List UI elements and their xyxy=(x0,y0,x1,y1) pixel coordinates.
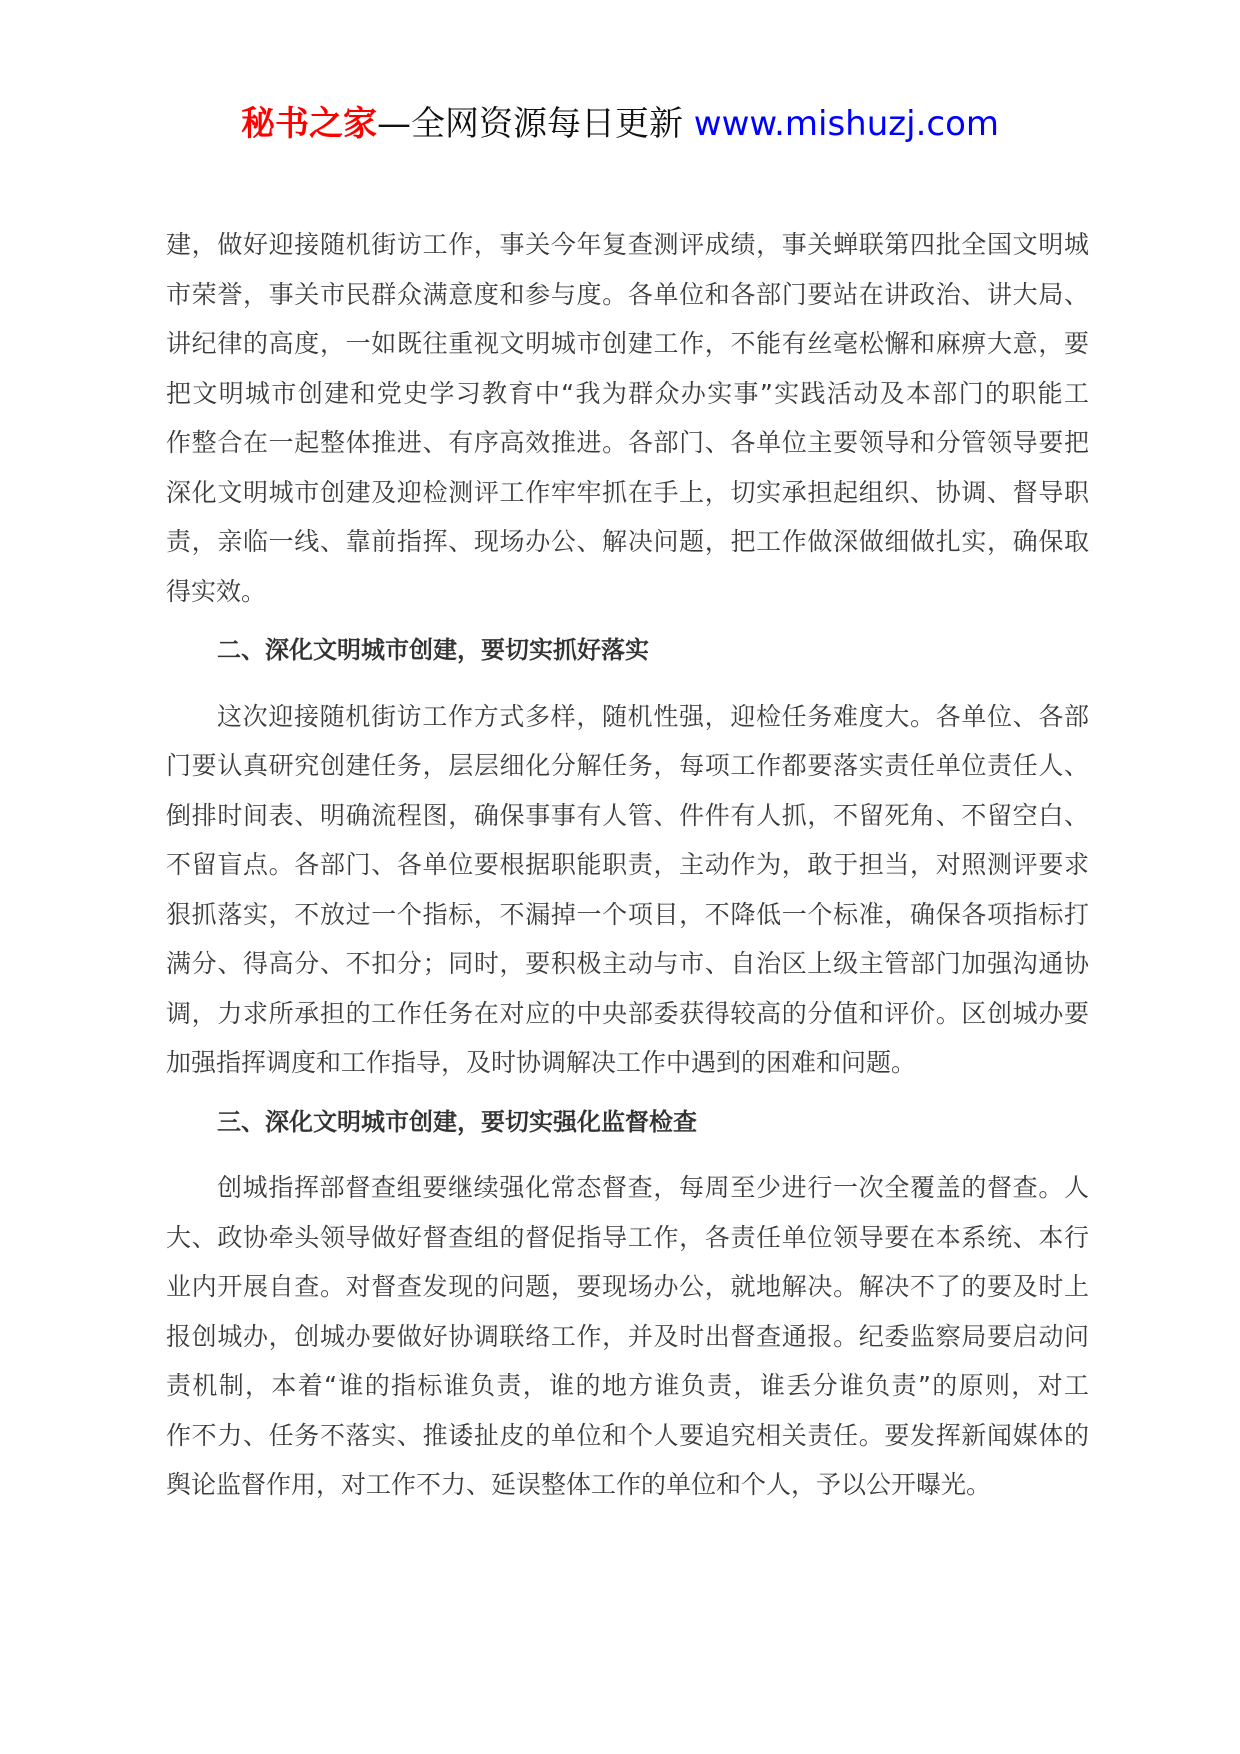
text-line: 业内开展自查。对督查发现的问题，要现场办公，就地解决。解决不了的要及时上 xyxy=(166,1272,1089,1301)
paragraph xyxy=(166,692,1089,1088)
text-line: 得实效。 xyxy=(166,576,267,606)
text-line: 倒排时间表、明确流程图，确保事事有人管、件件有人抓，不留死角、不留空白、 xyxy=(166,800,1089,830)
text-line: 加强指挥调度和工作指导，及时协调解决工作中遇到的困难和问题。 xyxy=(166,1048,917,1077)
page-header xyxy=(0,100,1240,148)
section-heading: 三、深化文明城市创建，要切实强化监督检查 xyxy=(217,1107,697,1136)
text-line: 作整合在一起整体推进、有序高效推进。各部门、各单位主要领导和分管领导要把 xyxy=(166,428,1089,457)
text-line: 门要认真研究创建任务，层层细化分解任务，每项工作都要落实责任单位责任人、 xyxy=(166,751,1089,780)
brand-name: 秘书之家 xyxy=(240,104,377,144)
text-line: 讲纪律的高度，一如既往重视文明城市创建工作，不能有丝毫松懈和麻痹大意，要 xyxy=(166,329,1089,358)
text-line: 不留盲点。各部门、各单位要根据职能职责，主动作为，敢于担当，对照测评要求 xyxy=(166,850,1089,879)
header-slogan: —全网资源每日更新 xyxy=(376,104,694,144)
section-heading: 二、深化文明城市创建，要切实抓好落实 xyxy=(217,636,649,664)
text-line: 市荣誉，事关市民群众满意度和参与度。各单位和各部门要站在讲政治、讲大局、 xyxy=(166,279,1089,309)
text-line: 报创城办，创城办要做好协调联络工作，并及时出督查通报。纪委监察局要启动问 xyxy=(166,1321,1089,1351)
text-line: 把文明城市创建和党史学习教育中“我为群众办实事”实践活动及本部门的职能工 xyxy=(166,378,1089,408)
document-body xyxy=(166,220,1089,1510)
text-line: 舆论监督作用，对工作不力、延误整体工作的单位和个人，予以公开曝光。 xyxy=(166,1470,992,1499)
text-line: 狠抓落实，不放过一个指标，不漏掉一个项目，不降低一个标准，确保各项指标打 xyxy=(166,899,1089,929)
text-line: 创城指挥部督查组要继续强化常态督查，每周至少进行一次全覆盖的督查。人 xyxy=(217,1173,1089,1202)
text-line: 这次迎接随机街访工作方式多样，随机性强，迎检任务难度大。各单位、各部 xyxy=(217,701,1089,731)
text-line: 调，力求所承担的工作任务在对应的中央部委获得较高的分值和评价。区创城办要 xyxy=(166,998,1089,1028)
paragraph xyxy=(166,220,1089,616)
text-line: 责机制，本着“谁的指标谁负责，谁的地方谁负责，谁丢分谁负责”的原则，对工 xyxy=(166,1371,1089,1400)
text-line: 建，做好迎接随机街访工作，事关今年复查测评成绩，事关蝉联第四批全国文明城 xyxy=(166,230,1089,259)
paragraph xyxy=(166,1163,1089,1510)
website-link[interactable]: www.mishuzj.com xyxy=(693,104,999,144)
text-line: 大、政协牵头领导做好督查组的督促指导工作，各责任单位领导要在本系统、本行 xyxy=(166,1222,1089,1252)
text-line: 深化文明城市创建及迎检测评工作牢牢抓在手上，切实承担起组织、协调、督导职 xyxy=(166,477,1089,507)
text-line: 满分、得高分、不扣分；同时，要积极主动与市、自治区上级主管部门加强沟通协 xyxy=(166,949,1089,978)
text-line: 责，亲临一线、靠前指挥、现场办公、解决问题，把工作做深做细做扎实，确保取 xyxy=(166,527,1089,556)
text-line: 作不力、任务不落实、推诿扯皮的单位和个人要追究相关责任。要发挥新闻媒体的 xyxy=(166,1420,1089,1450)
